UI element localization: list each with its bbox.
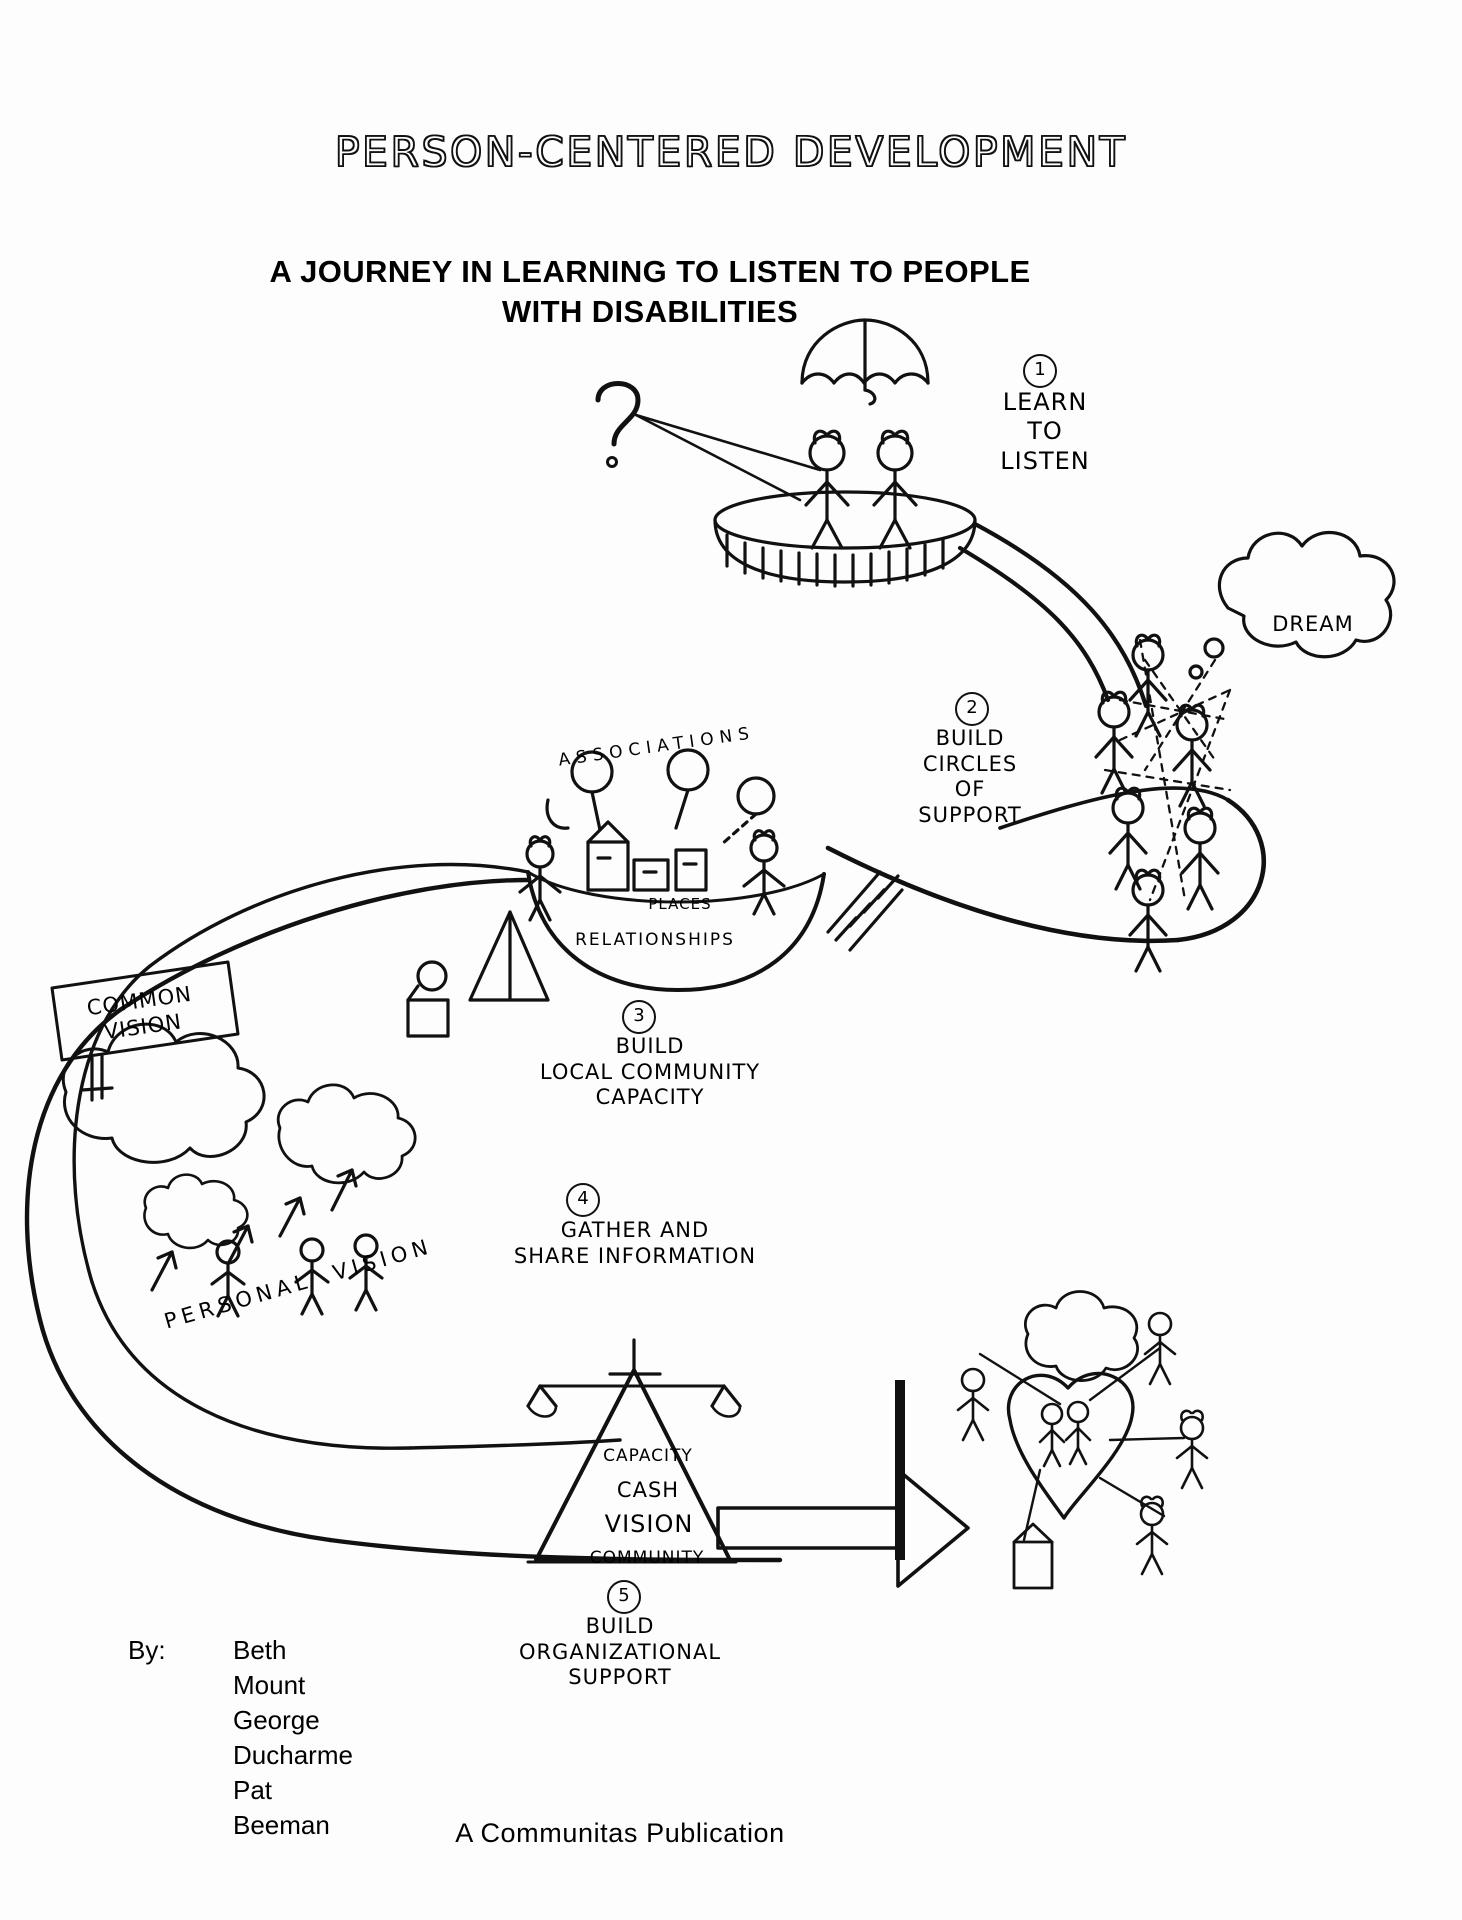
triangle-word-capacity: CAPACITY	[603, 1446, 693, 1466]
triangle-word-community: COMMUNITY	[589, 1548, 705, 1568]
subtitle-line-1: A JOURNEY IN LEARNING TO LISTEN TO PEOPLE	[269, 254, 1031, 289]
triangle-word-vision: VISION	[604, 1510, 694, 1538]
page-subtitle	[150, 252, 1150, 331]
annotation-dream: DREAM	[1272, 612, 1354, 636]
step-4-number: 4	[566, 1183, 600, 1217]
author-list	[233, 1633, 353, 1844]
page-title: PERSON-CENTERED DEVELOPMENT	[334, 128, 1128, 176]
author-name: Beth Mount	[233, 1635, 306, 1701]
author-name: George Ducharme	[233, 1705, 353, 1771]
step-2-number: 2	[955, 692, 989, 726]
step-3-label: BUILD LOCAL COMMUNITY CAPACITY	[539, 1034, 761, 1110]
annotation-associations: ASSOCIATIONS	[557, 723, 757, 771]
step-1-number: 1	[1023, 354, 1057, 388]
annotation-places: PLACES	[648, 895, 712, 913]
annotation-personal-vision: PERSONAL VISION	[161, 1233, 436, 1334]
triangle-word-cash: CASH	[616, 1478, 680, 1502]
subtitle-line-2: WITH DISABILITIES	[501, 293, 799, 329]
step-2-label: BUILD CIRCLES OF SUPPORT	[918, 726, 1022, 827]
publication-line: A Communitas Publication	[455, 1818, 785, 1848]
step-1-label: LEARN TO LISTEN	[1000, 388, 1090, 475]
annotation-common-vision: COMMON VISION	[85, 981, 194, 1044]
by-label: By:	[128, 1635, 166, 1665]
step-5-label: BUILD ORGANIZATIONAL SUPPORT	[518, 1614, 722, 1690]
step-4-label: GATHER AND SHARE INFORMATION	[513, 1218, 757, 1268]
author-name: Pat Beeman	[233, 1775, 330, 1841]
annotation-relationships: RELATIONSHIPS	[575, 930, 735, 950]
step-3-number: 3	[622, 1000, 656, 1034]
step-5-number: 5	[607, 1580, 641, 1614]
